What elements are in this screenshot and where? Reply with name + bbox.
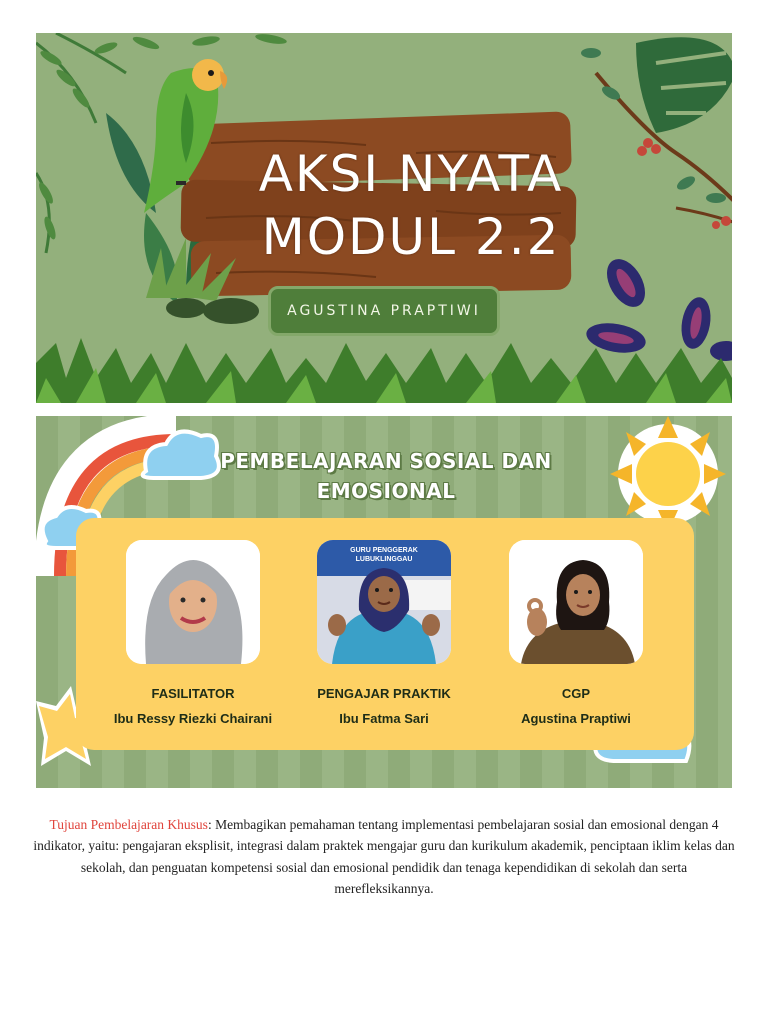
facilitator-photo: [126, 540, 260, 664]
facilitator-name: Ibu Ressy Riezki Chairani: [113, 711, 273, 726]
banner-title-line2: MODUL 2.2: [261, 208, 561, 266]
author-plate: [268, 286, 500, 336]
section-heading-line2: EMOSIONAL: [316, 479, 456, 503]
cgp-name: Agustina Praptiwi: [521, 711, 631, 726]
pengajar-praktik-role: PENGAJAR PRAKTIK: [317, 686, 451, 701]
person-card-facilitator: [98, 540, 288, 726]
section-heading-line1: PEMBELAJARAN SOSIAL DAN: [220, 449, 552, 473]
objective-text: : Membagikan pemahaman tentang implementasi pembelajaran sosial dan emosional dengan 4 indikator, yaitu: pengajaran eksplisit, integrasi dalam praktek mengajar guru dan kurikulum akademik, penciptaan iklim kelas dan sekolah, dan penguatan kompetensi sosial dan emosional pendidik dan tenaga kependidikan di sekolah dan serta merefleksikannya.: [33, 816, 735, 896]
author-name: AGUSTINA PRAPTIWI: [287, 303, 481, 319]
pengajar-praktik-name: Ibu Fatma Sari: [339, 711, 429, 726]
people-card: [76, 518, 694, 750]
person-card-pengajar-praktik: [289, 540, 479, 726]
learning-objective-paragraph: [30, 814, 738, 900]
cgp-photo: [509, 540, 643, 664]
facilitator-role: FASILITATOR: [151, 686, 235, 701]
banner-title-line1: AKSI NYATA: [258, 145, 564, 203]
person-card-cgp: [481, 540, 671, 726]
pengajar-praktik-photo: [317, 540, 451, 664]
objective-label: Tujuan Pembelajaran Khusus: [49, 816, 208, 832]
people-banner: [36, 416, 732, 788]
cgp-role: CGP: [561, 686, 591, 701]
photo-background-caption: GURU PENGGERAK LUBUKLINGGAU: [350, 547, 418, 563]
title-banner: [36, 33, 732, 403]
